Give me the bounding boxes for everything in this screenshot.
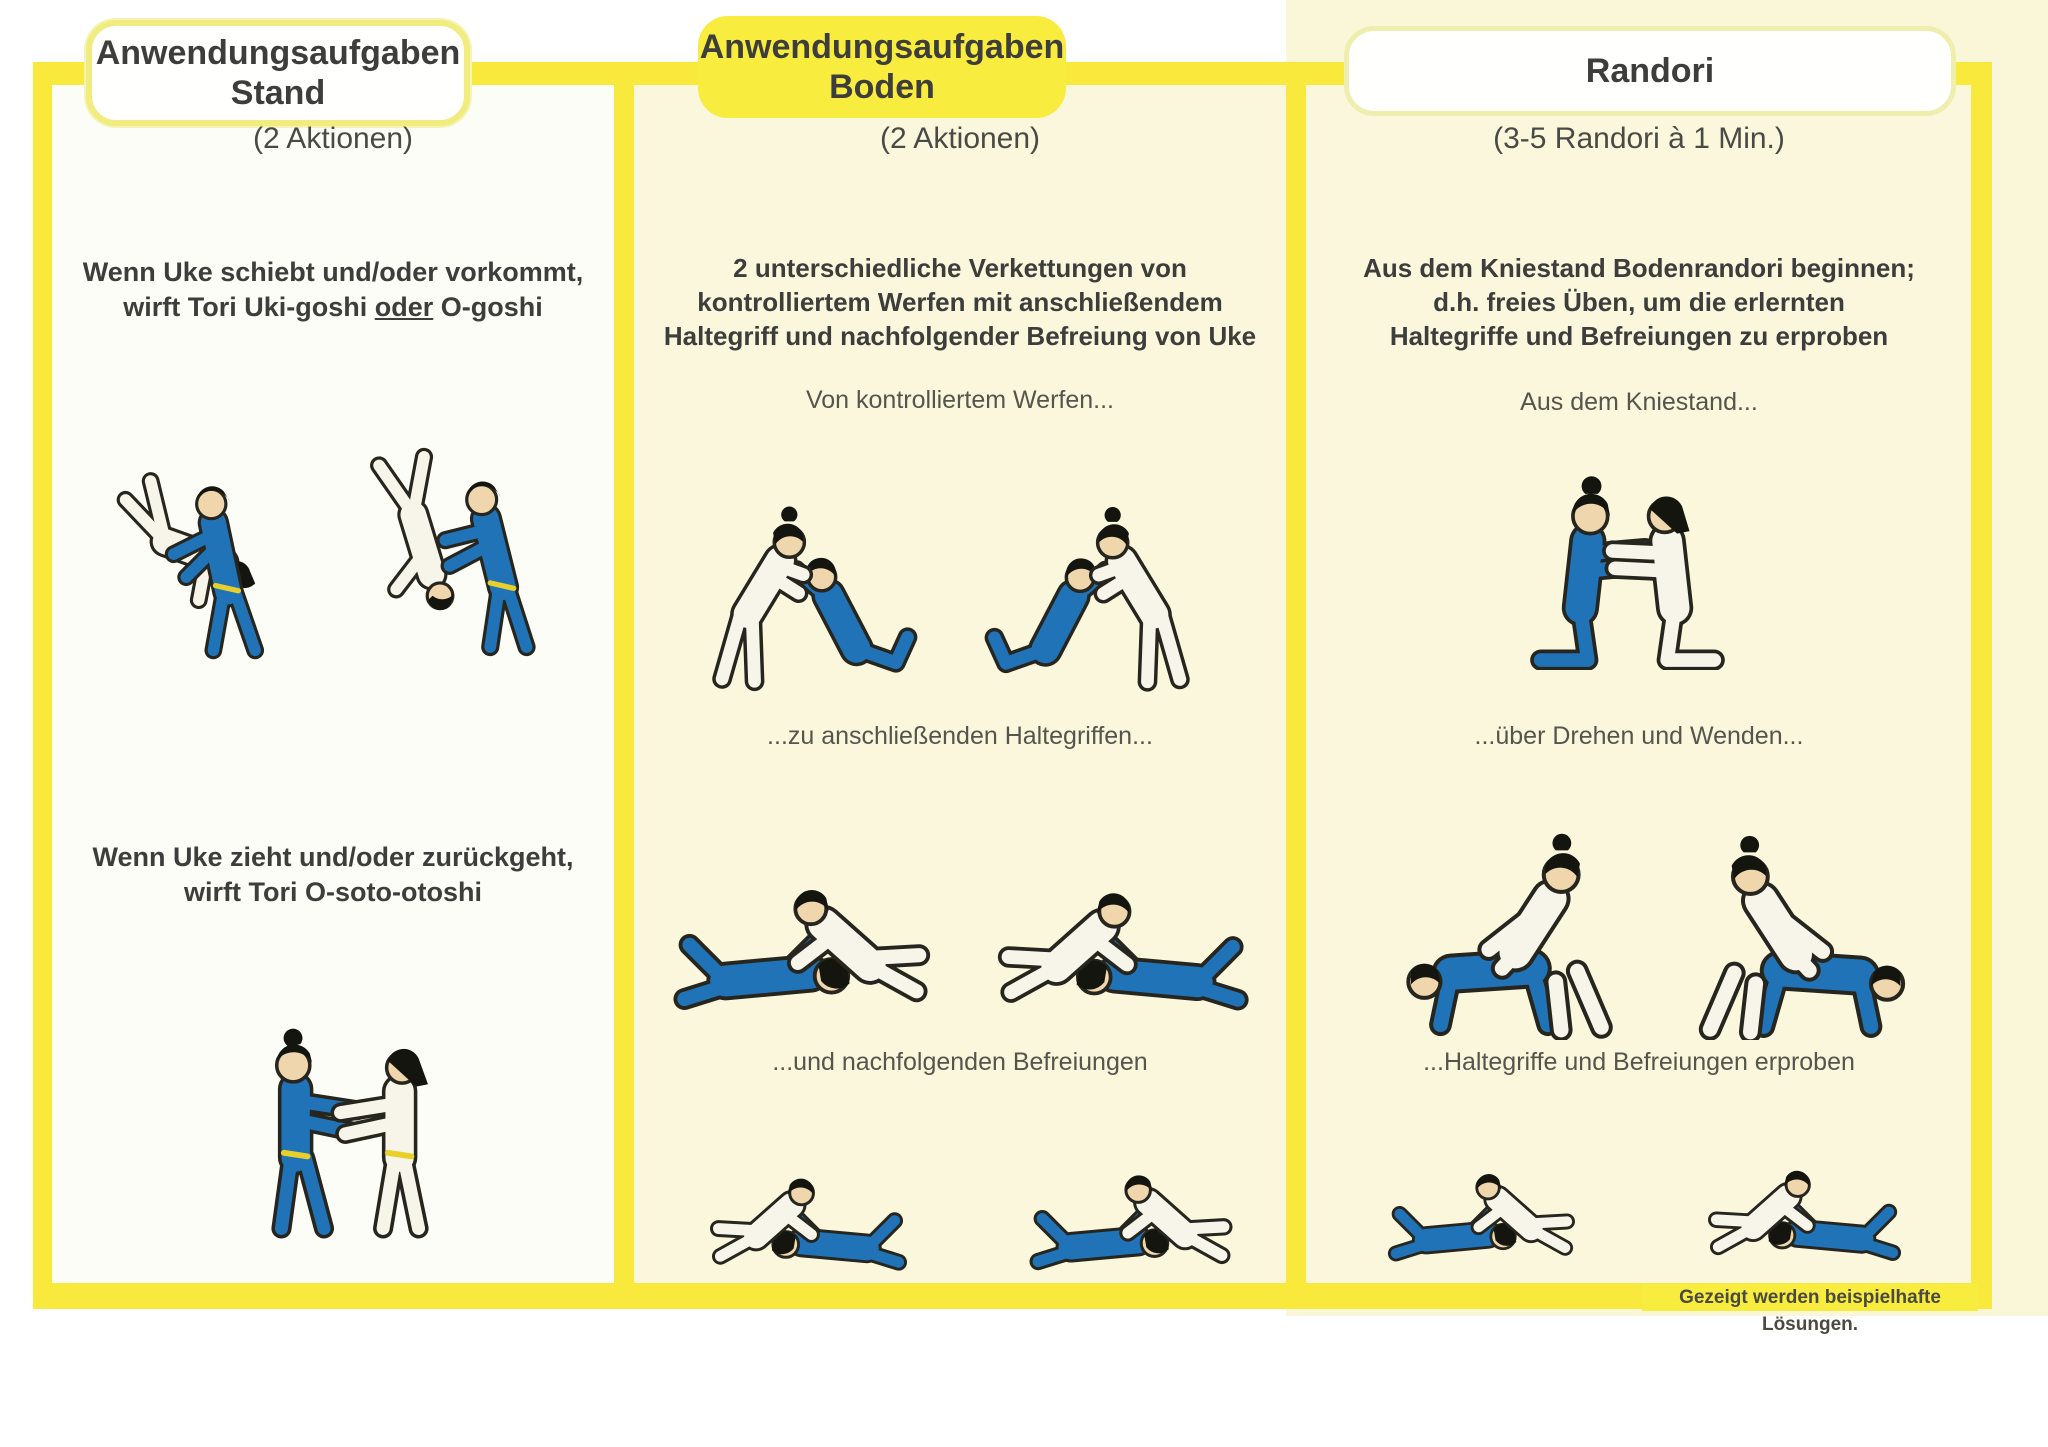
illustration-controlled-throw-right (962, 428, 1217, 713)
boden-caption-3: ...und nachfolgenden Befreiungen (772, 1048, 1148, 1076)
illustration-randori-hold-right (1648, 1082, 1963, 1276)
boden-task (634, 252, 1286, 353)
stand-task-2-line2: wirft Tori O-soto-otoshi (184, 877, 482, 908)
illustration-hold-right (972, 778, 1277, 1030)
frame-right-bar (1971, 62, 1992, 1308)
stand-task-2 (52, 840, 614, 910)
underlined-oder: oder (374, 292, 434, 323)
header-stand-line2: Stand (230, 74, 326, 112)
randori-task-line1: Aus dem Kniestand Bodenrandori beginnen; (1363, 253, 1915, 283)
illustration-hold-left (648, 772, 953, 1030)
footer-note: Gezeigt werden beispielhafte Lösungen. (1642, 1284, 1978, 1311)
subtitle-boden: (2 Aktionen) (879, 122, 1041, 155)
randori-caption-3: ...Haltegriffe und Befreiungen erproben (1423, 1048, 1855, 1076)
randori-task-line3: Haltegriffe und Befreiungen zu erproben (1389, 320, 1889, 351)
illustration-escape-right (980, 1082, 1280, 1286)
header-boden-line2: Boden (829, 68, 935, 106)
illustration-standing-grip-pair (220, 945, 480, 1285)
randori-task-line2: d.h. freies Üben, um die erlernten (1433, 286, 1845, 317)
stand-task-1-line1: Wenn Uke schiebt und/oder vorkommt, (82, 257, 584, 287)
illustration-turning-right (1662, 772, 1962, 1040)
illustration-escape-left (662, 1088, 957, 1286)
illustration-uki-goshi-throw (90, 385, 320, 715)
header-stand (86, 20, 470, 126)
boden-caption-2: ...zu anschließenden Haltegriffen... (767, 722, 1153, 750)
header-stand-line1: Anwendungsaufgaben (95, 33, 461, 72)
subtitle-randori: (3-5 Randori à 1 Min.) (1493, 122, 1785, 155)
header-boden (698, 16, 1066, 118)
stand-task-1-line2: wirft Tori Uki-goshi oder O-goshi (123, 292, 543, 323)
stand-task-2-line1: Wenn Uke zieht und/oder zurückgeht, (92, 842, 574, 872)
boden-task-line2: kontrolliertem Werfen mit anschließendem (697, 286, 1223, 317)
randori-task (1306, 252, 1972, 353)
illustration-controlled-throw-left (685, 425, 940, 715)
illustration-kneeling-start-pair (1475, 422, 1780, 670)
header-boden-line1: Anwendungsaufgaben (699, 27, 1065, 66)
boden-task-line3: Haltegriff und nachfolgender Befreiung von Uke (663, 320, 1257, 351)
illustration-turning-left (1352, 768, 1647, 1040)
header-randori-line1: Randori (1585, 51, 1715, 90)
column-divider-1 (614, 62, 634, 1309)
randori-caption-1: Aus dem Kniestand... (1520, 388, 1758, 416)
stand-task-1 (52, 255, 614, 325)
subtitle-stand: (2 Aktionen) (252, 122, 414, 155)
column-divider-2 (1286, 62, 1306, 1309)
illustration-o-goshi-throw (330, 372, 565, 717)
frame-left-bar (33, 62, 52, 1308)
header-randori (1344, 26, 1956, 116)
boden-caption-1: Von kontrolliertem Werfen... (805, 386, 1114, 414)
randori-caption-2: ...über Drehen und Wenden... (1474, 722, 1804, 750)
boden-task-line1: 2 unterschiedliche Verkettungen von (733, 253, 1187, 283)
illustration-randori-hold-left (1328, 1088, 1633, 1276)
